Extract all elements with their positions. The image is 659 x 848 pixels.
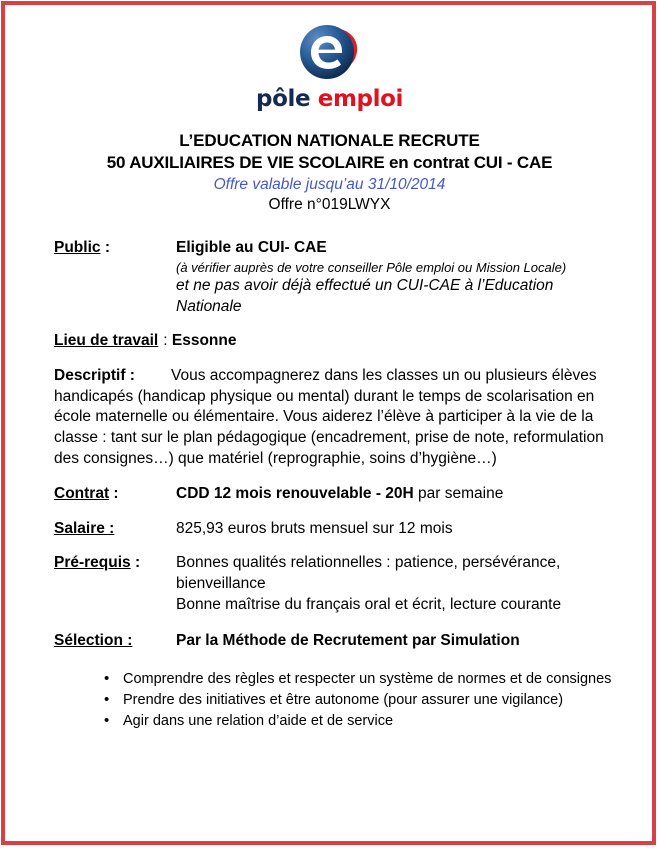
field-row-selection (54, 631, 623, 652)
field-value-prerequis (176, 553, 623, 615)
list-item: • Agir dans une relation d’aide et de service (102, 711, 645, 732)
public-note-line-2: et ne pas avoir déjà effectué un CUI-CAE à l’Education (176, 277, 554, 295)
logo-wordmark (14, 88, 645, 111)
heading-line-1: L’EDUCATION NATIONALE RECRUTE (179, 131, 480, 150)
field-value-public (176, 238, 623, 317)
document-heading (14, 130, 645, 216)
public-eligibility: Eligible au CUI- CAE (176, 239, 327, 257)
field-label-descriptif (54, 367, 135, 384)
offer-validity: Offre valable jusqu’au 31/10/2014 (213, 175, 446, 193)
field-label-salaire-text: Salaire : (54, 519, 115, 537)
field-row-descriptif (54, 366, 623, 469)
pole-emploi-logo-icon (296, 23, 364, 85)
prerequis-line-2: bienveillance (176, 574, 266, 592)
field-label-prerequis (54, 553, 176, 573)
field-lieu-colon: : (163, 332, 168, 350)
field-label-prerequis-colon: : (130, 554, 141, 572)
field-row-contrat (54, 484, 623, 505)
logo-word-pole: pôle (256, 86, 311, 112)
field-label-descriptif-colon: : (125, 367, 135, 385)
prerequis-line-3: Bonne maîtrise du français oral et écrit, lecture courante (176, 595, 562, 613)
field-label-lieu-text: Lieu de travail (54, 332, 159, 350)
field-value-selection (176, 631, 623, 652)
lieu-de-travail-value: Essonne (171, 332, 237, 350)
public-note-line-3: Nationale (176, 297, 242, 315)
contrat-duration: CDD 12 mois renouvelable - 20H (176, 485, 414, 503)
field-label-descriptif-text: Descriptif (54, 367, 126, 385)
field-row-lieu-de-travail (54, 331, 623, 352)
selection-method: Par la Méthode de Recrutement par Simulation (176, 632, 520, 650)
offer-number: Offre n°019LWYX (268, 196, 391, 214)
field-label-contrat-colon: : (109, 485, 119, 503)
prerequis-line-1: Bonnes qualités relationnelles : patience, persévérance, (176, 554, 561, 572)
field-row-prerequis (54, 553, 623, 615)
fields-list (14, 238, 645, 651)
logo-word-emploi: emploi (317, 86, 403, 112)
heading-line-2: 50 AUXILIAIRES DE VIE SCOLAIRE en contrat CUI - CAE (106, 152, 553, 172)
descriptif-text: Vous accompagnerez dans les classes un ou plusieurs élèves handicapés (handicap physique ou mental) durant le temps de scolarisation en école maternelle ou élémentaire. Vous aiderez l’élève à participer à la vie de la classe : tant sur le plan pédagogique (encadrement, prise de note, reformulation des consignes…) que matériel (reprographie, soins d’hygiène…) (54, 367, 604, 467)
field-label-salaire (54, 519, 176, 539)
field-label-public-colon: : (100, 239, 110, 257)
public-note-small: (à vérifier auprès de votre conseiller Pôle emploi ou Mission Locale) (176, 259, 567, 275)
selection-criteria-list (14, 669, 645, 732)
field-value-salaire: 825,93 euros bruts mensuel sur 12 mois (176, 519, 453, 537)
field-label-lieu-de-travail (54, 331, 158, 351)
list-item: • Comprendre des règles et respecter un système de normes et de consignes (102, 669, 645, 690)
field-label-public-text: Public (54, 239, 101, 257)
field-row-public (54, 238, 623, 317)
list-item: • Prendre des initiatives et être autonome (pour assurer une vigilance) (102, 690, 645, 711)
field-label-public (54, 238, 176, 258)
field-row-salaire (54, 519, 623, 540)
field-value-contrat (176, 484, 623, 505)
field-label-selection (54, 631, 176, 651)
field-label-prerequis-text: Pré-requis (54, 554, 131, 572)
field-value-lieu-de-travail (163, 331, 623, 352)
logo-block (14, 0, 645, 111)
field-label-contrat-text: Contrat (54, 485, 110, 503)
field-label-contrat (54, 484, 176, 504)
field-label-selection-text: Sélection : (54, 632, 133, 650)
contrat-weekly: par semaine (413, 485, 504, 503)
